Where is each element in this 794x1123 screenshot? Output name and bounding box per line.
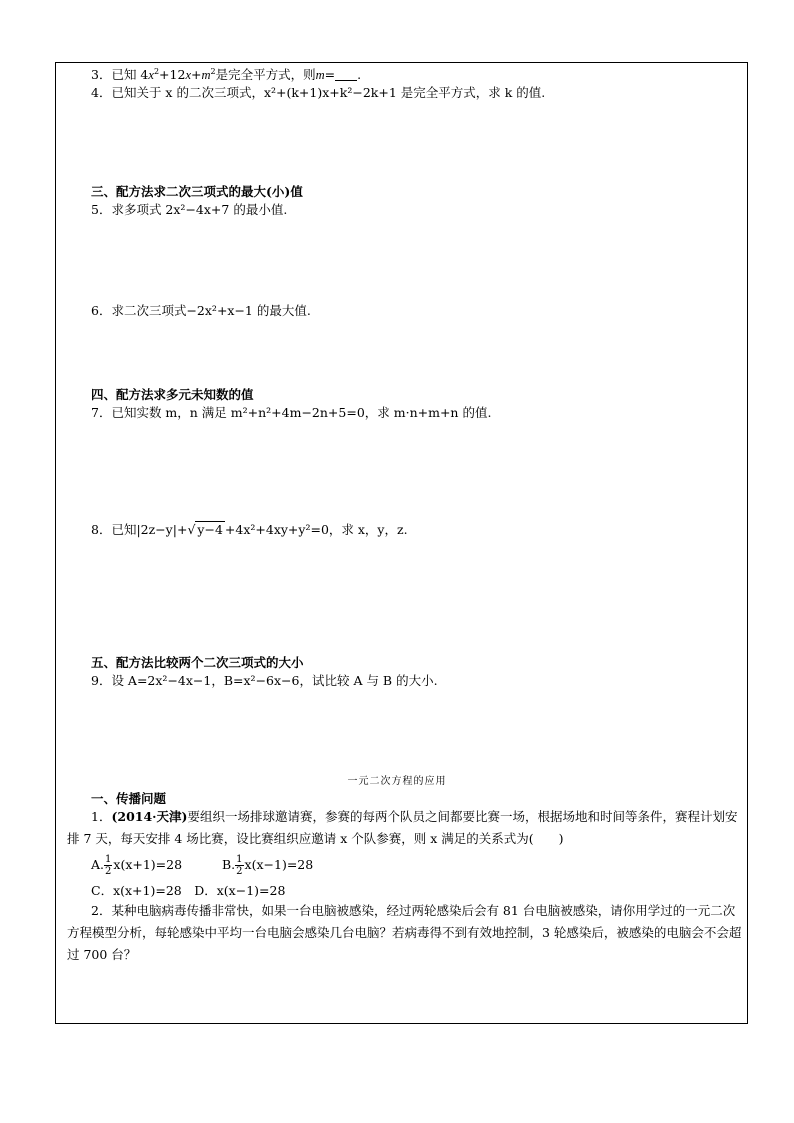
q8-text: +4x²+4xy+y²=0，求 x，y，z. [224, 522, 408, 537]
option-expr: x(x−1)=28 [244, 857, 314, 872]
q3-text: . [357, 67, 362, 83]
question-5: 5．求多项式 2x²−4x+7 的最小值. [91, 202, 288, 217]
question-9: 9．设 A=2x²−4x−1，B=x²−6x−6，试比较 A 与 B 的大小. [91, 673, 438, 688]
fraction-denominator: 2 [105, 866, 112, 877]
var-m: m [201, 68, 211, 83]
section-1-heading: 一、传播问题 [91, 791, 167, 806]
problem-source: (2014·天津) [111, 809, 188, 824]
section-5-heading: 五、配方法比较两个二次三项式的大小 [91, 655, 304, 670]
option-a [91, 854, 182, 877]
sqrt-radicand: y−4 [197, 522, 223, 537]
fraction-denominator: 2 [236, 866, 243, 877]
q3-text: + [191, 67, 202, 83]
fraction-numerator: 1 [236, 854, 243, 865]
section-3-heading: 三、配方法求二次三项式的最大(小)值 [91, 184, 303, 199]
question-7: 7．已知实数 m，n 满足 m²+n²+4m−2n+5=0，求 m·n+m+n 的值. [91, 405, 492, 420]
q3-text: = [324, 67, 336, 83]
var-m: m [315, 68, 325, 83]
problem-1-text: 要组织一场排球邀请赛，参赛的每两个队员之间都要比赛一场，根据场地和时间等条件，赛程计划安排 7 天，每天安排 4 场比赛，设比赛组织应邀请 x 个队参赛，则 x 满足的关系式为( ) [67, 809, 738, 846]
problem-number: 1． [91, 809, 112, 824]
fraction [235, 854, 243, 877]
fraction-numerator: 1 [105, 854, 112, 865]
question-6: 6．求二次三项式−2x²+x−1 的最大值. [91, 303, 311, 318]
problem-2: 2．某种电脑病毒传播非常快，如果一台电脑被感染，经过两轮感染后会有 81 台电脑被感染，请你用学过的一元二次方程模型分析，每轮感染中平均一台电脑会感染几台电脑？若病毒得不到有效地控制，3 轮感染后，被感染的电脑会不会超过 700 台？ [67, 903, 742, 962]
option-expr: x(x+1)=28 [113, 857, 183, 872]
q8-text: 8．已知|2z−y|+ [91, 522, 188, 537]
question-4: 4．已知关于 x 的二次三项式，x²+(k+1)x+k²−2k+1 是完全平方式，求 k 的值. [91, 85, 546, 100]
var-x: x [148, 68, 154, 83]
q3-text: 3．已知 4 [91, 67, 149, 83]
problem-1 [67, 806, 743, 850]
var-x: x [185, 68, 191, 83]
q3-text: 是完全平方式，则 [215, 67, 316, 83]
answer-blank[interactable] [335, 68, 357, 81]
option-b [222, 854, 313, 877]
option-label: A. [91, 857, 105, 872]
q3-text: +12 [159, 67, 186, 83]
question-3: 3．已知 $4x^2+12x+m^2$是完全平方式，则m= . [91, 67, 362, 83]
chapter-title: 一元二次方程的应用 [347, 776, 447, 787]
question-8: 8．已知|2z−y|+√ y−4 +4x²+4xy+y²=0，求 x，y，z. [91, 522, 408, 537]
fraction [104, 854, 112, 877]
option-c-d: C．x(x+1)=28 D．x(x−1)=28 [91, 883, 286, 898]
option-label: B. [222, 857, 236, 872]
section-4-heading: 四、配方法求多元未知数的值 [91, 387, 254, 402]
